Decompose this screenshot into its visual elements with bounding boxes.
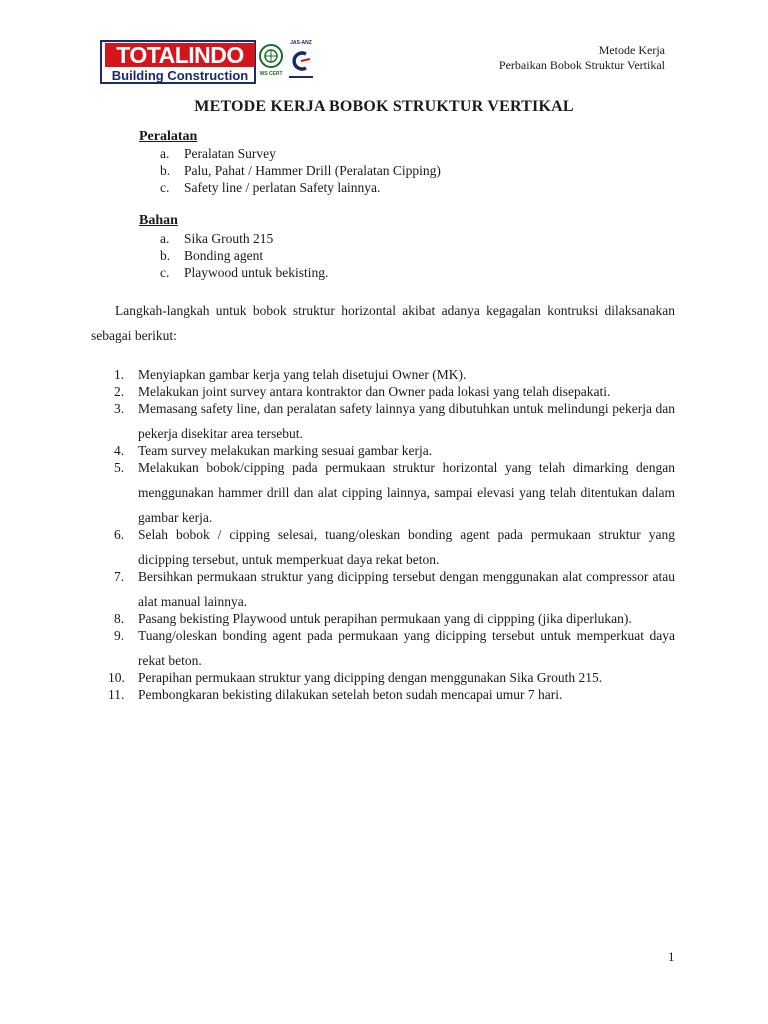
list-marker: c. <box>160 264 170 280</box>
step-number: 5. <box>114 460 125 475</box>
accreditation-label: JAS-ANZ <box>290 40 312 46</box>
step-text: Team survey melakukan marking sesuai gambar kerja. <box>138 443 433 458</box>
list-item-text: Playwood untuk bekisting. <box>184 264 329 280</box>
logo-frame <box>100 40 256 84</box>
step-item <box>92 455 675 530</box>
step-number: 1. <box>114 367 125 382</box>
step-text: Pembongkaran bekisting dilakukan setelah beton sudah mencapai umur 7 hari. <box>138 687 563 702</box>
peralatan-list <box>160 146 441 196</box>
list-item <box>160 231 328 248</box>
page-number: 1 <box>668 949 675 964</box>
list-item-text: Sika Grouth 215 <box>184 231 274 246</box>
section-heading-peralatan: Peralatan <box>139 129 198 144</box>
list-item-text: Bonding agent <box>184 247 264 263</box>
step-number: 10. <box>108 670 125 685</box>
list-item-text: Safety line / perlatan Safety lainnya. <box>184 179 381 195</box>
step-text: Pasang bekisting Playwood untuk perapihan permukaan yang di cippping (jika diperlukan). <box>138 611 632 626</box>
logo-tagline: Building Construction <box>111 68 249 83</box>
step-text: Melakukan bobok/cipping pada permukaan struktur horizontal yang telah dimarking dengan menggunakan hammer drill dan alat cipping lainnya, sampai elevasi yang telah ditentukan dalam gambar kerja. <box>138 460 675 525</box>
work-steps-list <box>92 362 675 702</box>
step-number: 9. <box>114 628 125 643</box>
intro-paragraph: Langkah-langkah untuk bobok struktur horizontal akibat adanya kegagalan kontruksi dilaksanakan sebagai berikut: <box>91 303 675 343</box>
step-text: Selah bobok / cipping selesai, tuang/oleskan bonding agent pada permukaan struktur yang dicipping tersebut, untuk memperkuat daya rekat beton. <box>138 527 675 567</box>
list-item <box>160 180 441 197</box>
step-number: 4. <box>114 443 125 458</box>
list-item-text: Peralatan Survey <box>184 146 276 161</box>
section-heading-bahan: Bahan <box>139 213 178 228</box>
step-number: 6. <box>114 527 125 542</box>
header-doc-subject: Perbaikan Bobok Struktur Vertikal <box>498 58 665 72</box>
page-title: METODE KERJA BOBOK STRUKTUR VERTIKAL <box>194 98 574 115</box>
step-text: Perapihan permukaan struktur yang dicipping dengan menggunakan Sika Grouth 215. <box>138 670 603 685</box>
step-number: 2. <box>114 384 125 399</box>
step-number: 8. <box>114 611 125 626</box>
step-text: Tuang/oleskan bonding agent pada permukaan yang dicipping tersebut untuk memperkuat daya rekat beton. <box>138 628 675 668</box>
bahan-list <box>160 231 328 281</box>
list-item <box>160 248 328 265</box>
header-doc-type: Metode Kerja <box>598 43 665 57</box>
step-text: Memasang safety line, dan peralatan safety lainnya yang dibutuhkan untuk melindungi pekerja dan pekerja disekitar area tersebut. <box>138 401 675 441</box>
accreditation-mark-icon <box>286 40 316 82</box>
step-text: Melakukan joint survey antara kontraktor dan Owner pada lokasi yang telah disepakati. <box>138 384 611 399</box>
logo-wordmark: TOTALINDO <box>105 43 255 67</box>
list-marker: a. <box>160 146 170 161</box>
list-item-text: Palu, Pahat / Hammer Drill (Peralatan Cipping) <box>184 162 441 178</box>
cert-label: WS CERT <box>259 71 283 77</box>
step-text: Menyiapkan gambar kerja yang telah disetujui Owner (MK). <box>138 367 467 382</box>
step-number: 11. <box>108 687 125 702</box>
list-item <box>160 163 441 180</box>
list-marker: c. <box>160 179 170 195</box>
step-text: Bersihkan permukaan struktur yang dicipping tersebut dengan menggunakan alat compressor atau alat manual lainnya. <box>138 569 675 609</box>
list-marker: b. <box>160 162 171 178</box>
company-logo <box>100 40 318 86</box>
step-number: 7. <box>114 569 125 584</box>
document-header-info <box>499 43 665 73</box>
list-item <box>160 146 441 163</box>
step-item <box>92 682 675 707</box>
step-number: 3. <box>114 401 125 416</box>
list-marker: a. <box>160 231 170 246</box>
list-item <box>160 265 328 282</box>
list-marker: b. <box>160 247 171 263</box>
